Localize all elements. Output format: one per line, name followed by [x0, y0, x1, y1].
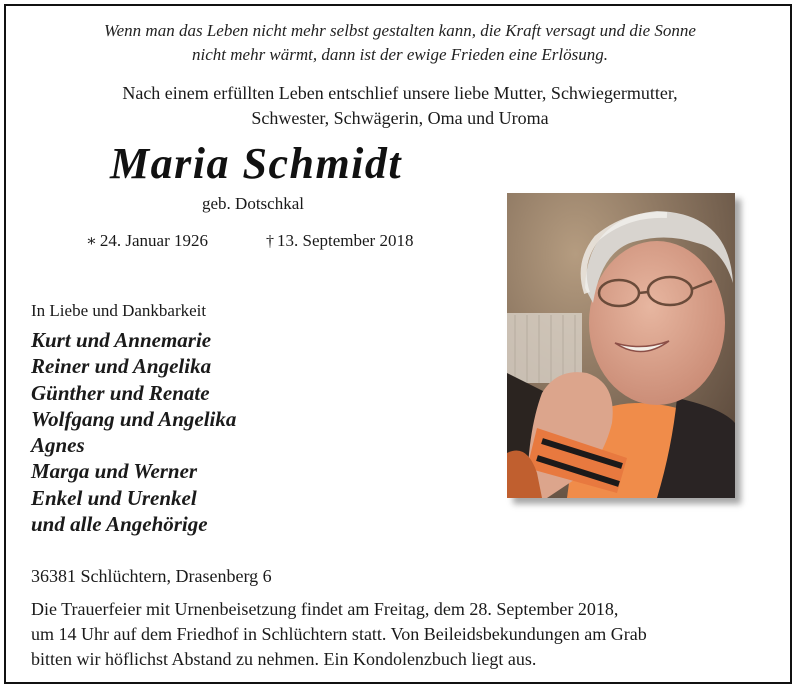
mourner-item: Kurt und Annemarie	[31, 328, 212, 352]
mourners-list	[31, 327, 236, 537]
death-date: 13. September 2018	[277, 231, 414, 250]
notice-line-3: bitten wir höflichst Abstand zu nehmen. Ein Kondolenzbuch liegt aus.	[31, 649, 537, 669]
intro-line-2: Schwester, Schwägerin, Oma und Uroma	[251, 108, 549, 128]
portrait-photo	[507, 193, 735, 498]
notice-line-1: Die Trauerfeier mit Urnenbeisetzung findet am Freitag, dem 28. September 2018,	[31, 599, 619, 619]
quote-line-2: nicht mehr wärmt, dann ist der ewige Frieden eine Erlösung.	[192, 45, 608, 64]
intro-line-1: Nach einem erfüllten Leben entschlief unsere liebe Mutter, Schwiegermutter,	[122, 83, 678, 103]
intro-text	[0, 81, 800, 131]
mourner-item: Günther und Renate	[31, 380, 210, 405]
birth-date-line	[86, 229, 208, 254]
mourner-item: Agnes	[31, 433, 85, 458]
opening-quote	[0, 19, 800, 67]
quote-line-1: Wenn man das Leben nicht mehr selbst gestalten kann, die Kraft versagt und die Sonne	[104, 21, 696, 40]
death-cross-icon: †	[266, 233, 274, 250]
mourner-item: Marga und Werner	[31, 459, 198, 484]
death-date-line	[266, 229, 413, 254]
funeral-notice	[31, 597, 771, 672]
mourner-item: Wolfgang und Angelika	[31, 406, 237, 431]
thanks-line: In Liebe und Dankbarkeit	[31, 301, 207, 320]
family-address: 36381 Schlüchtern, Drasenberg 6	[31, 566, 272, 586]
deceased-name: Maria Schmidt	[110, 139, 403, 188]
mourner-item: und alle Angehörige	[31, 512, 208, 537]
birth-star-icon: ∗	[86, 233, 97, 250]
maiden-name: geb. Dotschkal	[202, 194, 304, 213]
mourner-item: Enkel und Urenkel	[31, 485, 197, 510]
mourner-item: Reiner und Angelika	[31, 354, 212, 379]
notice-line-2: um 14 Uhr auf dem Friedhof in Schlüchtern statt. Von Beileidsbekundungen am Grab	[31, 624, 647, 644]
birth-date: 24. Januar 1926	[99, 231, 208, 250]
